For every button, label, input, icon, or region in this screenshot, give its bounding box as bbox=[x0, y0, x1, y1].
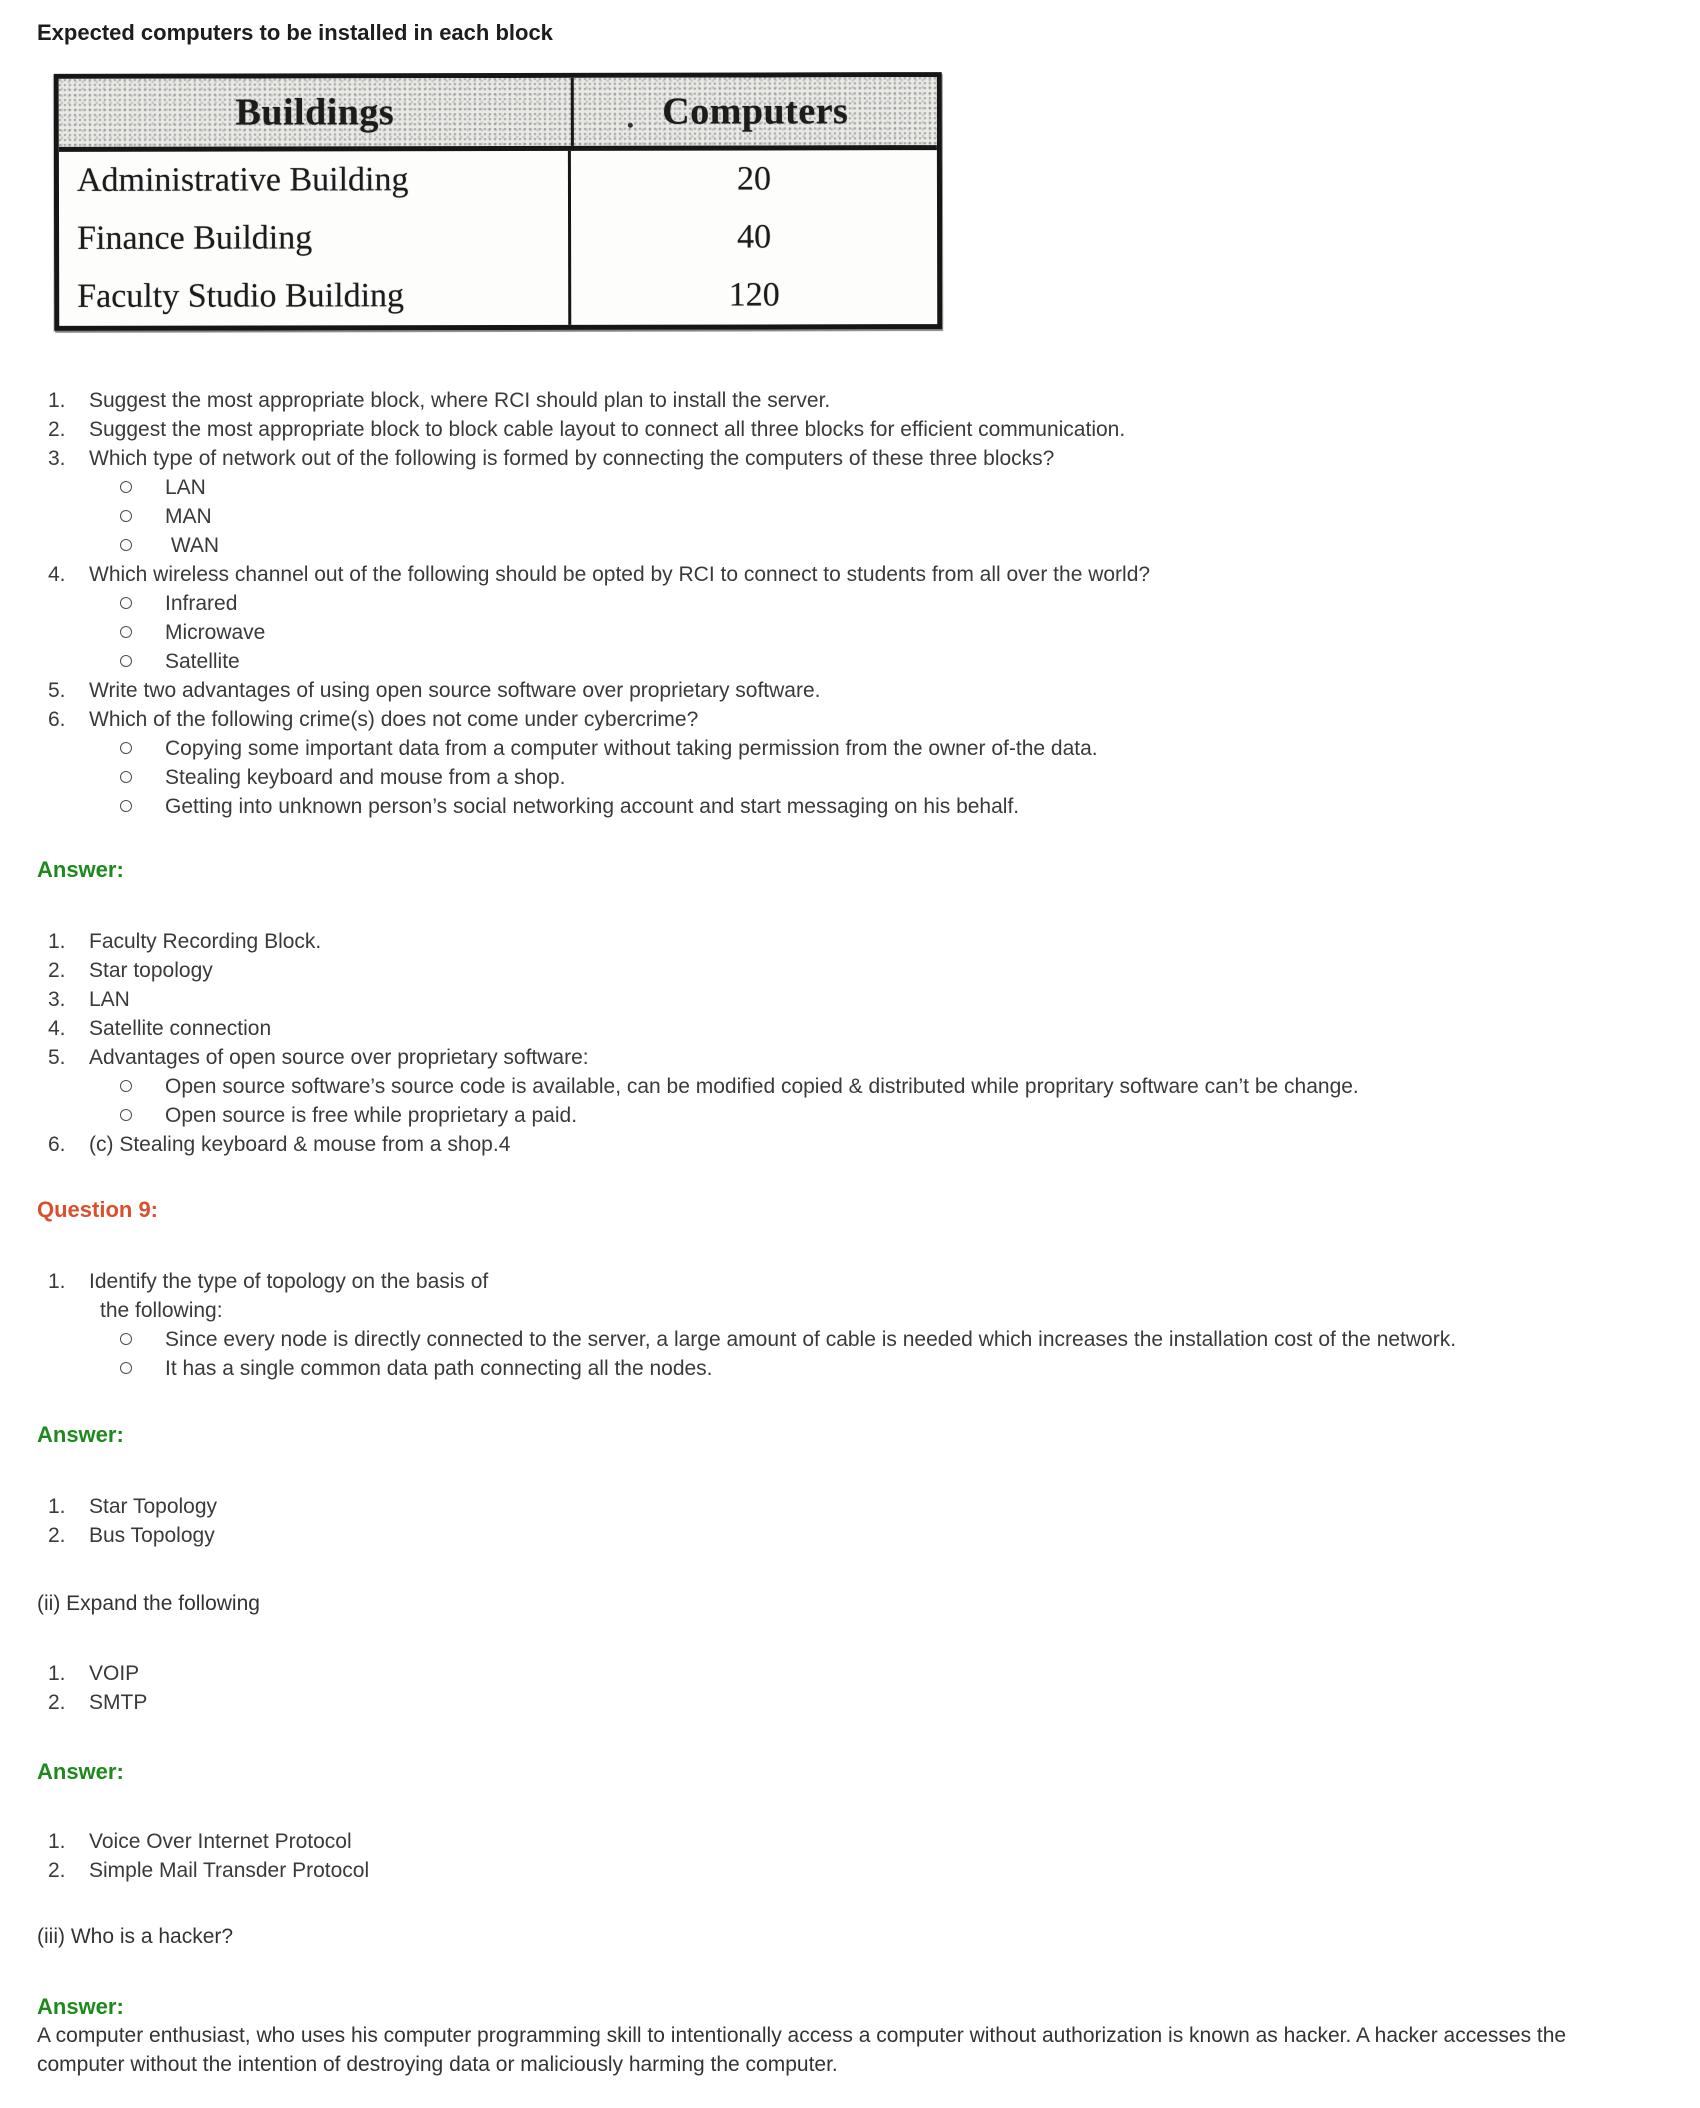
part2-list bbox=[37, 1659, 1660, 1717]
list-item bbox=[37, 560, 1660, 589]
list-item bbox=[37, 1856, 1660, 1885]
list-item bbox=[37, 1521, 1660, 1550]
list-number: 3. bbox=[48, 988, 66, 1011]
table-cell-computers: 40 bbox=[737, 218, 772, 256]
list-text: Suggest the most appropriate block, where RCI should plan to install the server. bbox=[89, 389, 831, 412]
question-list bbox=[37, 386, 1660, 821]
option-text: Stealing keyboard and mouse from a shop. bbox=[165, 766, 566, 789]
option-item bbox=[37, 589, 1660, 618]
list-item bbox=[37, 1014, 1660, 1043]
list-text: LAN bbox=[89, 988, 130, 1011]
option-text: LAN bbox=[165, 476, 206, 499]
option-item bbox=[37, 792, 1660, 821]
circle-bullet-icon bbox=[120, 1362, 132, 1374]
option-text: Infrared bbox=[165, 592, 238, 615]
list-item bbox=[37, 1659, 1660, 1688]
circle-bullet-icon bbox=[120, 1333, 132, 1345]
list-item bbox=[37, 1492, 1660, 1521]
list-number: 3. bbox=[48, 447, 66, 470]
answer-list bbox=[37, 927, 1660, 1159]
list-number: 6. bbox=[48, 708, 66, 731]
table-cell-computers: 120 bbox=[728, 276, 780, 314]
list-text: Advantages of open source over proprietary software: bbox=[89, 1046, 589, 1069]
list-number: 1. bbox=[48, 1495, 66, 1518]
list-text: Bus Topology bbox=[89, 1524, 215, 1547]
table-column-computers bbox=[571, 150, 937, 325]
list-number: 2. bbox=[48, 1691, 66, 1714]
list-number: 4. bbox=[48, 563, 66, 586]
option-text: It has a single common data path connecting all the nodes. bbox=[165, 1357, 713, 1380]
list-number: 2. bbox=[48, 959, 66, 982]
circle-bullet-icon bbox=[120, 510, 132, 522]
list-text-continuation: the following: bbox=[100, 1299, 223, 1322]
list-text: Voice Over Internet Protocol bbox=[89, 1830, 352, 1853]
circle-bullet-icon bbox=[120, 800, 132, 812]
table-cell-building: Administrative Building bbox=[76, 161, 409, 199]
list-text: (c) Stealing keyboard & mouse from a shop.4 bbox=[89, 1133, 511, 1156]
section-label-ii: (ii) Expand the following bbox=[37, 1592, 260, 1615]
option-text: Getting into unknown person’s social networking account and start messaging on his behalf. bbox=[165, 795, 1020, 818]
list-item bbox=[37, 386, 1660, 415]
list-number: 1. bbox=[48, 1662, 66, 1685]
circle-bullet-icon bbox=[120, 626, 132, 638]
list-text: Write two advantages of using open source software over proprietary software. bbox=[89, 679, 821, 702]
scan-table bbox=[54, 72, 943, 331]
list-item bbox=[37, 985, 1660, 1014]
list-item bbox=[37, 1267, 1660, 1296]
option-item bbox=[37, 1354, 1660, 1383]
option-text: Open source software’s source code is available, can be modified copied & distributed while propritary software can’t be change. bbox=[165, 1075, 1359, 1098]
list-text: VOIP bbox=[89, 1662, 140, 1685]
circle-bullet-icon bbox=[120, 481, 132, 493]
table-cell-computers: 20 bbox=[736, 160, 771, 198]
answer-label: Answer: bbox=[37, 1994, 124, 2019]
list-item bbox=[37, 927, 1660, 956]
list-number: 6. bbox=[48, 1133, 66, 1156]
list-text: Suggest the most appropriate block to block cable layout to connect all three blocks for efficient communication. bbox=[89, 418, 1126, 441]
list-text: Star Topology bbox=[89, 1495, 218, 1518]
list-text: Which wireless channel out of the following should be opted by RCI to connect to students from all over the world? bbox=[89, 563, 1151, 586]
list-number: 1. bbox=[48, 1270, 66, 1293]
list-text: Identify the type of topology on the basis of bbox=[89, 1270, 489, 1293]
list-number: 2. bbox=[48, 1859, 66, 1882]
page-title: Expected computers to be installed in each block bbox=[37, 20, 553, 45]
circle-bullet-icon bbox=[120, 771, 132, 783]
list-number: 5. bbox=[48, 1046, 66, 1069]
list-item bbox=[37, 1130, 1660, 1159]
list-item bbox=[37, 444, 1660, 473]
list-number: 1. bbox=[48, 1830, 66, 1853]
circle-bullet-icon bbox=[120, 597, 132, 609]
list-text: Simple Mail Transder Protocol bbox=[89, 1859, 370, 1882]
table-cell-building: Faculty Studio Building bbox=[77, 277, 405, 315]
option-item bbox=[37, 531, 1660, 560]
list-text: Which type of network out of the following is formed by connecting the computers of these three blocks? bbox=[89, 447, 1055, 470]
circle-bullet-icon bbox=[120, 539, 132, 551]
table-header-buildings: Buildings bbox=[59, 78, 574, 147]
circle-bullet-icon bbox=[120, 655, 132, 667]
option-item bbox=[37, 1101, 1660, 1130]
option-text: Satellite bbox=[165, 650, 240, 673]
circle-bullet-icon bbox=[120, 1109, 132, 1121]
option-item bbox=[37, 1072, 1660, 1101]
list-item bbox=[37, 676, 1660, 705]
list-text: Faculty Recording Block. bbox=[89, 930, 322, 953]
question9-label: Question 9: bbox=[37, 1197, 159, 1222]
option-text: MAN bbox=[165, 505, 212, 528]
table-header-row bbox=[59, 77, 937, 152]
list-item bbox=[37, 956, 1660, 985]
option-item bbox=[37, 502, 1660, 531]
option-item bbox=[37, 734, 1660, 763]
option-text: Copying some important data from a computer without taking permission from the owner of-the data. bbox=[165, 737, 1098, 760]
list-number: 4. bbox=[48, 1017, 66, 1040]
circle-bullet-icon bbox=[120, 1080, 132, 1092]
option-text: Since every node is directly connected to the server, a large amount of cable is needed which increases the installation cost of the network. bbox=[165, 1328, 1457, 1351]
circle-bullet-icon bbox=[120, 742, 132, 754]
answer-label: Answer: bbox=[37, 1759, 124, 1784]
table-body bbox=[59, 150, 937, 326]
option-item bbox=[37, 618, 1660, 647]
option-item bbox=[37, 473, 1660, 502]
list-text: Satellite connection bbox=[89, 1017, 272, 1040]
part2-answer-list bbox=[37, 1827, 1660, 1885]
section-label-iii: (iii) Who is a hacker? bbox=[37, 1925, 234, 1948]
option-item bbox=[37, 1325, 1660, 1354]
list-number: 1. bbox=[48, 930, 66, 953]
option-item bbox=[37, 763, 1660, 792]
table-header-computers: Computers bbox=[574, 77, 937, 146]
option-item bbox=[37, 647, 1660, 676]
list-number: 2. bbox=[48, 418, 66, 441]
question9-answer-list bbox=[37, 1492, 1660, 1550]
list-number: 2. bbox=[48, 1524, 66, 1547]
answer-label: Answer: bbox=[37, 857, 124, 882]
list-item bbox=[37, 1043, 1660, 1072]
question9-list bbox=[37, 1267, 1660, 1383]
list-item bbox=[37, 1688, 1660, 1717]
list-item bbox=[37, 415, 1660, 444]
table-column-buildings bbox=[59, 151, 571, 326]
option-text: Open source is free while proprietary a paid. bbox=[165, 1104, 578, 1127]
table-cell-building: Finance Building bbox=[77, 219, 313, 257]
answer-label: Answer: bbox=[37, 1422, 124, 1447]
list-number: 5. bbox=[48, 679, 66, 702]
list-text: SMTP bbox=[89, 1691, 148, 1714]
list-item bbox=[37, 705, 1660, 734]
answer-paragraph: A computer enthusiast, who uses his computer programming skill to intentionally access a computer without authorization is known as hacker. A hacker accesses the computer without the intention of destroying data or maliciously harming the computer. bbox=[37, 2024, 1567, 2076]
list-text: Star topology bbox=[89, 959, 213, 982]
option-text: Microwave bbox=[165, 621, 266, 644]
list-item bbox=[37, 1827, 1660, 1856]
list-text: Which of the following crime(s) does not come under cybercrime? bbox=[89, 708, 699, 731]
list-number: 1. bbox=[48, 389, 66, 412]
option-text: WAN bbox=[165, 534, 220, 557]
